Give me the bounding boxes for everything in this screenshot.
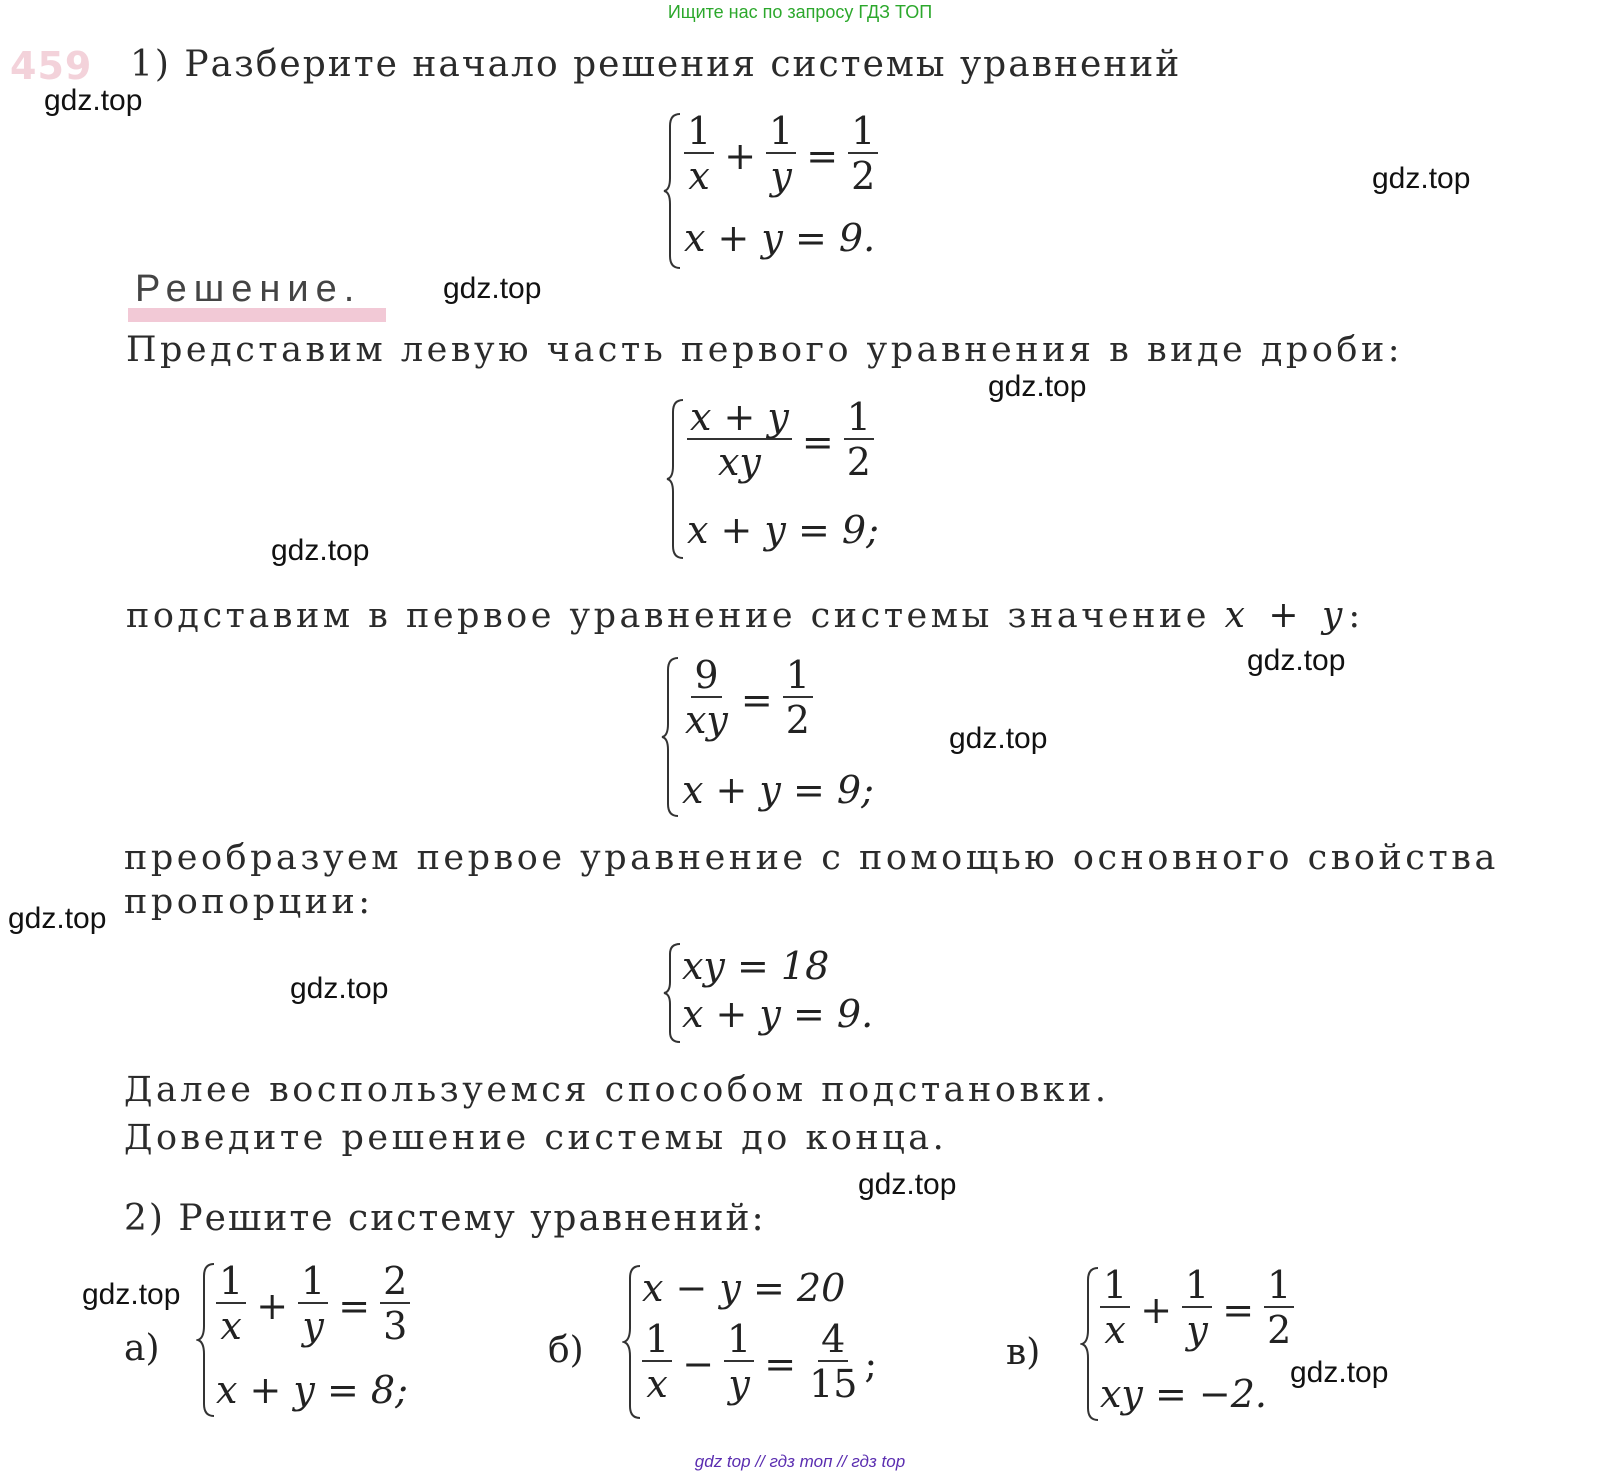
header-note: Ищите нас по запросу ГДЗ ТОП (667, 2, 933, 22)
system-a-eq2: x + y = 8; (216, 1368, 408, 1412)
system-c (1080, 1263, 1310, 1422)
system-b-eq1: x − y = 20 (642, 1266, 846, 1310)
solution-line-3: преобразуем первое уравнение с помощью основного свойства (124, 838, 1499, 878)
system-1-eq1: $\frac{1}{x}$ + $\frac{1}{y}$ = $\frac{1}{2}$ (680, 112, 882, 199)
solution-line-2: подставим в первое уравнение системы значение x + y: (126, 595, 1364, 636)
system-3 (660, 653, 900, 818)
system-b-eq2: $\frac{1}{x}$ − $\frac{1}{y}$ = $\frac{4}{15}$ ; (638, 1320, 877, 1407)
watermark: gdz.top (82, 1278, 181, 1311)
watermark: gdz.top (271, 534, 370, 567)
watermark: gdz.top (1372, 162, 1471, 195)
watermark: gdz.top (44, 84, 143, 117)
system-4-eq2: x + y = 9. (682, 992, 874, 1036)
watermark: gdz.top (949, 722, 1048, 755)
system-3-eq1: $\frac{9}{xy}$ = $\frac{1}{2}$ (678, 656, 817, 743)
system-2 (665, 395, 905, 560)
system-2-eq1: $\frac{x + y}{xy}$ = $\frac{1}{2}$ (683, 398, 878, 485)
task-number: 459 (10, 44, 93, 88)
task-c-label: в) (1006, 1332, 1041, 1373)
footer-note: gdz top // гдз топ // гдз top (694, 1452, 906, 1471)
watermark: gdz.top (8, 902, 107, 935)
watermark: gdz.top (1247, 644, 1346, 677)
solution-label: Решение. (135, 268, 362, 310)
solution-line-3b: пропорции: (124, 882, 374, 922)
part1-heading: 1) Разберите начало решения системы уравнений (130, 44, 1182, 85)
system-b (622, 1264, 882, 1420)
system-4-eq1: xy = 18 (682, 944, 830, 988)
watermark: gdz.top (988, 370, 1087, 403)
system-4 (662, 942, 902, 1044)
task-a-label: а) (124, 1328, 160, 1369)
system-3-eq2: x + y = 9; (682, 768, 874, 812)
watermark: gdz.top (858, 1168, 957, 1201)
system-1-eq2: x + y = 9. (684, 216, 876, 260)
watermark: gdz.top (443, 272, 542, 305)
system-2-eq2: x + y = 9; (687, 508, 879, 552)
system-a (196, 1259, 426, 1418)
watermark: gdz.top (1290, 1356, 1389, 1389)
system-1 (662, 109, 902, 270)
part2-heading: 2) Решите систему уравнений: (124, 1198, 766, 1239)
brace-icon (662, 942, 684, 1044)
solution-line-4: Далее воспользуемся способом подстановки. (124, 1070, 1110, 1110)
system-c-eq2: xy = −2. (1100, 1372, 1267, 1416)
task-b-label: б) (548, 1330, 584, 1371)
solution-line-5: Доведите решение системы до конца. (124, 1118, 948, 1158)
watermark: gdz.top (290, 972, 389, 1005)
system-c-eq1: $\frac{1}{x}$ + $\frac{1}{y}$ = $\frac{1}{2}$ (1096, 1266, 1298, 1353)
system-a-eq1: $\frac{1}{x}$ + $\frac{1}{y}$ = $\frac{2}{3}$ (212, 1262, 414, 1349)
solution-line-1: Представим левую часть первого уравнения в виде дроби: (126, 330, 1404, 370)
